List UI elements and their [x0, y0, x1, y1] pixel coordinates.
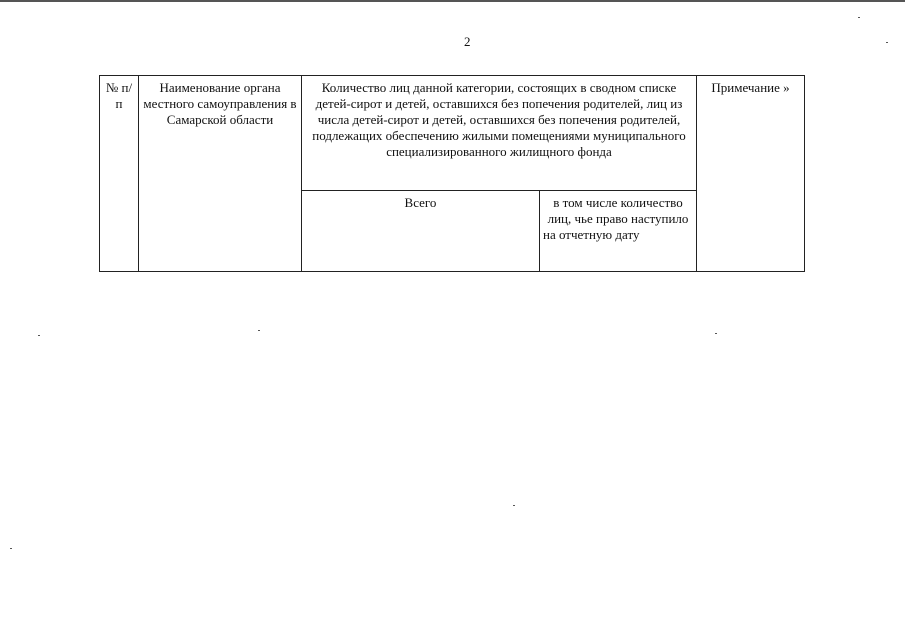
scan-speck [715, 333, 717, 334]
header-number: № п/п [100, 76, 139, 272]
scan-speck [10, 548, 12, 549]
report-table [99, 75, 805, 272]
scan-speck [858, 17, 860, 18]
header-organ-name: Наименование органа местного самоуправления в Самарской области [139, 76, 302, 272]
top-border-line [0, 0, 905, 2]
scan-speck [38, 335, 40, 336]
subheader-including: в том числе количество лиц, чье право наступило на отчетную дату [540, 191, 697, 272]
header-quantity: Количество лиц данной категории, состоящих в сводном списке детей-сирот и детей, оставшихся без попечения родителей, лиц из числа детей-сирот и детей, оставшихся без попечения родителей, подлежащих обеспечению жилыми помещениями муниципального специализированного жилищного фонда [302, 76, 697, 191]
scan-speck [258, 330, 260, 331]
page-number: 2 [464, 34, 471, 49]
scan-speck [886, 42, 888, 43]
table-header-row [100, 76, 805, 191]
header-note: Примечание » [697, 76, 805, 272]
scan-speck [513, 505, 515, 506]
subheader-total: Всего [302, 191, 540, 272]
